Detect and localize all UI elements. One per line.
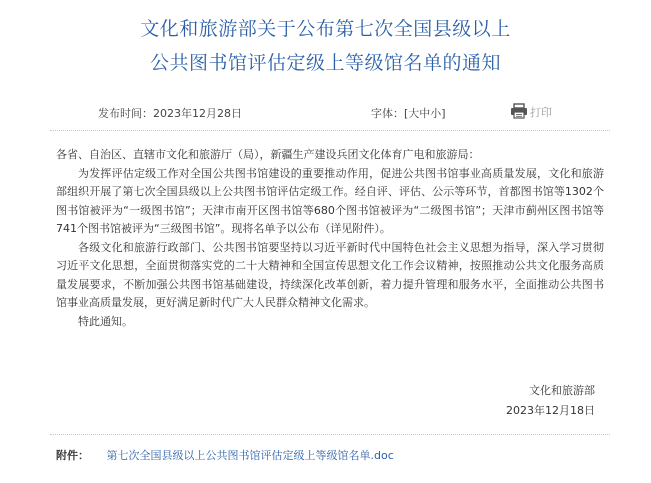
- attachment-link[interactable]: 第七次全国县级以上公共图书馆评估定级上等级馆名单.doc: [106, 449, 394, 462]
- font-label: 字体：: [371, 107, 404, 120]
- publish-label: 发布时间：: [98, 107, 153, 120]
- attachment-row: [56, 447, 394, 463]
- font-bracket-open: [: [404, 107, 409, 120]
- print-label: 打印: [530, 106, 552, 119]
- font-small-link[interactable]: 小: [430, 107, 442, 120]
- signature-org: 文化和旅游部: [529, 384, 595, 397]
- printer-icon: [510, 103, 528, 119]
- paragraph-1: 为发挥评估定级工作对全国公共图书馆建设的重要推动作用，促进公共图书馆事业高质量发展，文化和旅游部组织开展了第七次全国县级以上公共图书馆评估定级工作。经自评、评估、公示等环节，首都图书馆等1302个图书馆被评为“一级图书馆”；天津市南开区图书馆等680个图书馆被评为“二级图书馆”；天津市蓟州区图书馆等741个图书馆被评为“三级图书馆”。现将名单予以公布（详见附件）。: [56, 166, 604, 235]
- font-size-control: [371, 105, 446, 121]
- font-medium-link[interactable]: 中: [419, 107, 431, 120]
- publish-date: 2023年12月28日: [153, 107, 242, 120]
- page-title-line1: 文化和旅游部关于公布第七次全国县级以上: [140, 18, 511, 40]
- meta-bar: [50, 92, 610, 131]
- salutation: 各省、自治区、直辖市文化和旅游厅（局），新疆生产建设兵团文化体育广电和旅游局：: [56, 148, 480, 161]
- font-bracket-close: ]: [441, 107, 446, 120]
- article-body: [56, 146, 604, 331]
- divider: [50, 434, 610, 435]
- print-button[interactable]: [510, 103, 552, 120]
- closing-text: 特此通知。: [78, 314, 133, 328]
- page-title-line2: 公共图书馆评估定级上等级馆名单的通知: [149, 52, 501, 74]
- attachment-label: 附件：: [56, 449, 89, 462]
- signature-date: 2023年12月18日: [506, 404, 595, 417]
- font-large-link[interactable]: 大: [408, 107, 420, 120]
- paragraph-2: 各级文化和旅游行政部门、公共图书馆要坚持以习近平新时代中国特色社会主义思想为指导，深入学习贯彻习近平文化思想，全面贯彻落实党的二十大精神和全国宣传思想文化工作会议精神，按照推动公共文化服务高质量发展要求，不断加强公共图书馆基础建设，持续深化改革创新，着力提升管理和服务水平，全面推动公共图书馆事业高质量发展，更好满足新时代广大人民群众精神文化需求。: [56, 240, 604, 309]
- publish-info: [98, 105, 242, 121]
